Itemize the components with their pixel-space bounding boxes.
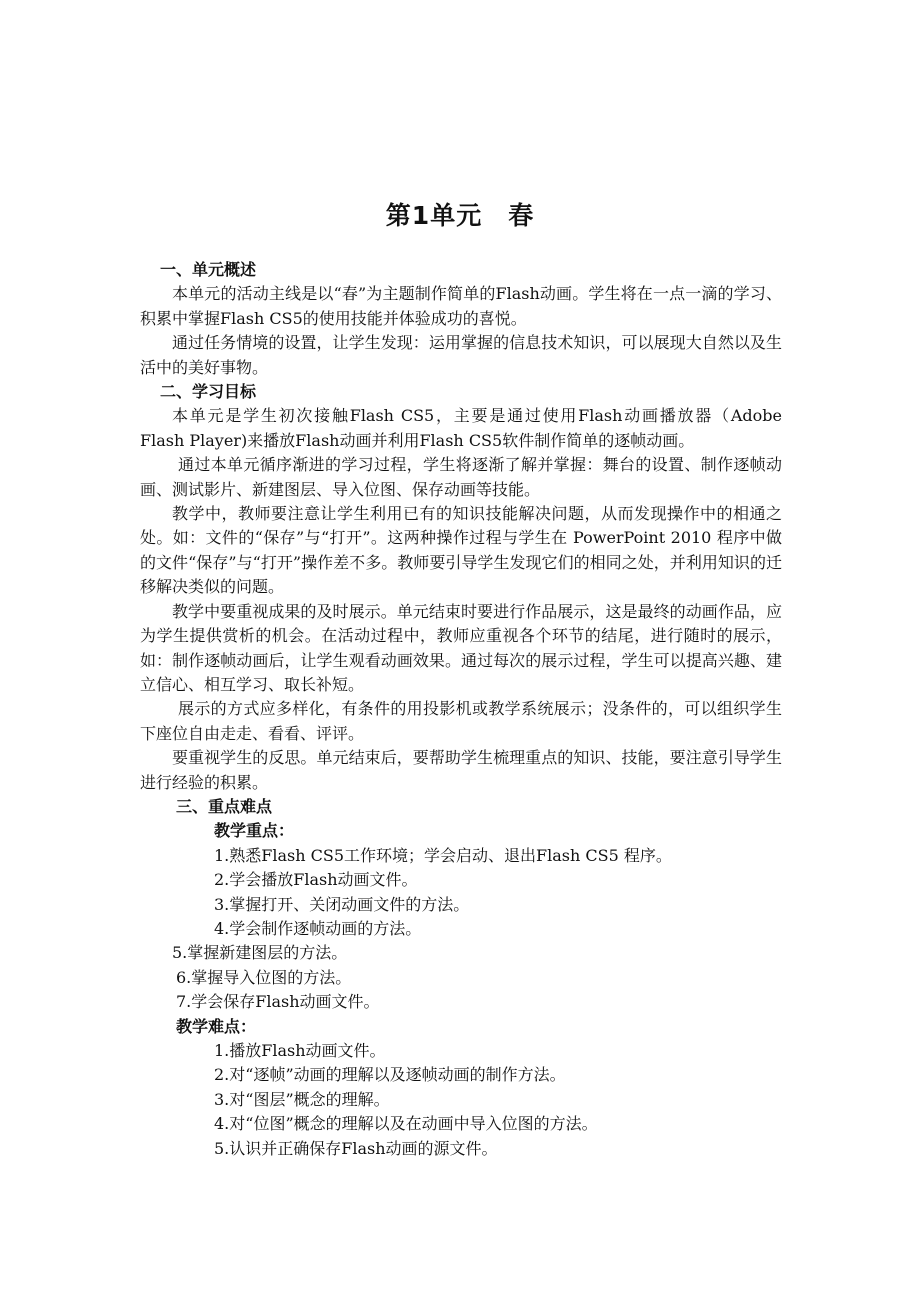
paragraph: 通过任务情境的设置，让学生发现：运用掌握的信息技术知识，可以展现大自然以及生活中的美好事物。 <box>140 333 782 377</box>
paragraph: 本单元是学生初次接触Flash CS5，主要是通过使用Flash动画播放器（Adobe Flash Player)来播放Flash动画并利用Flash CS5软件制作简单的逐帧动画。 <box>140 406 782 450</box>
paragraph: 本单元的活动主线是以“春”为主题制作简单的Flash动画。学生将在一点一滴的学习、积累中掌握Flash CS5的使用技能并体验成功的喜悦。 <box>140 284 782 328</box>
list-item: 2.学会播放Flash动画文件。 <box>214 870 418 890</box>
list-item: 3.掌握打开、关闭动画文件的方法。 <box>214 894 470 914</box>
list-item: 5.掌握新建图层的方法。 <box>172 943 348 963</box>
list-item: 5.认识并正确保存Flash动画的源文件。 <box>214 1138 498 1158</box>
list-item: 4.学会制作逐帧动画的方法。 <box>214 918 422 938</box>
paragraph: 教学中要重视成果的及时展示。单元结束时要进行作品展示，这是最终的动画作品，应为学生提供赏析的机会。在活动过程中，教师应重视各个环节的结尾，进行随时的展示，如：制作逐帧动画后，让学生观看动画效果。通过每次的展示过程，学生可以提高兴趣、建立信心、相互学习、取长补短。 <box>140 601 782 694</box>
document-body <box>140 258 782 1161</box>
focus-heading: 教学重点： <box>214 821 295 841</box>
list-item: 2.对“逐帧”动画的理解以及逐帧动画的制作方法。 <box>214 1065 566 1085</box>
list-item: 3.对“图层”概念的理解。 <box>214 1089 390 1109</box>
section-heading-overview: 一、单元概述 <box>160 260 257 279</box>
section-heading-goals: 二、学习目标 <box>160 382 257 402</box>
paragraph: 要重视学生的反思。单元结束后，要帮助学生梳理重点的知识、技能，要注意引导学生进行经验的积累。 <box>140 748 782 792</box>
paragraph: 教学中，教师要注意让学生利用已有的知识技能解决问题，从而发现操作中的相通之处。如：文件的“保存”与“打开”。这两种操作过程与学生在 PowerPoint 2010 程序中做的文件“保存”与“打开”操作差不多。教师要引导学生发现它们的相同之处，并利用知识的迁移解决类似的问题。 <box>140 504 782 597</box>
difficulty-heading: 教学难点： <box>176 1016 257 1036</box>
paragraph: 通过本单元循序渐进的学习过程，学生将逐渐了解并掌握：舞台的设置、制作逐帧动画、测试影片、新建图层、导入位图、保存动画等技能。 <box>140 455 782 499</box>
list-item: 1.播放Flash动画文件。 <box>214 1041 386 1060</box>
list-item: 4.对“位图”概念的理解以及在动画中导入位图的方法。 <box>214 1114 598 1134</box>
list-item: 6.掌握导入位图的方法。 <box>176 967 352 987</box>
paragraph: 展示的方式应多样化，有条件的用投影机或教学系统展示；没条件的，可以组织学生下座位自由走走、看看、评评。 <box>140 699 782 743</box>
section-heading-keypoints: 三、重点难点 <box>176 796 273 816</box>
list-item: 7.学会保存Flash动画文件。 <box>176 992 380 1012</box>
page-title: 第1单元 春 <box>385 201 535 230</box>
list-item: 1.熟悉Flash CS5工作环境；学会启动、退出Flash CS5 程序。 <box>214 845 672 865</box>
